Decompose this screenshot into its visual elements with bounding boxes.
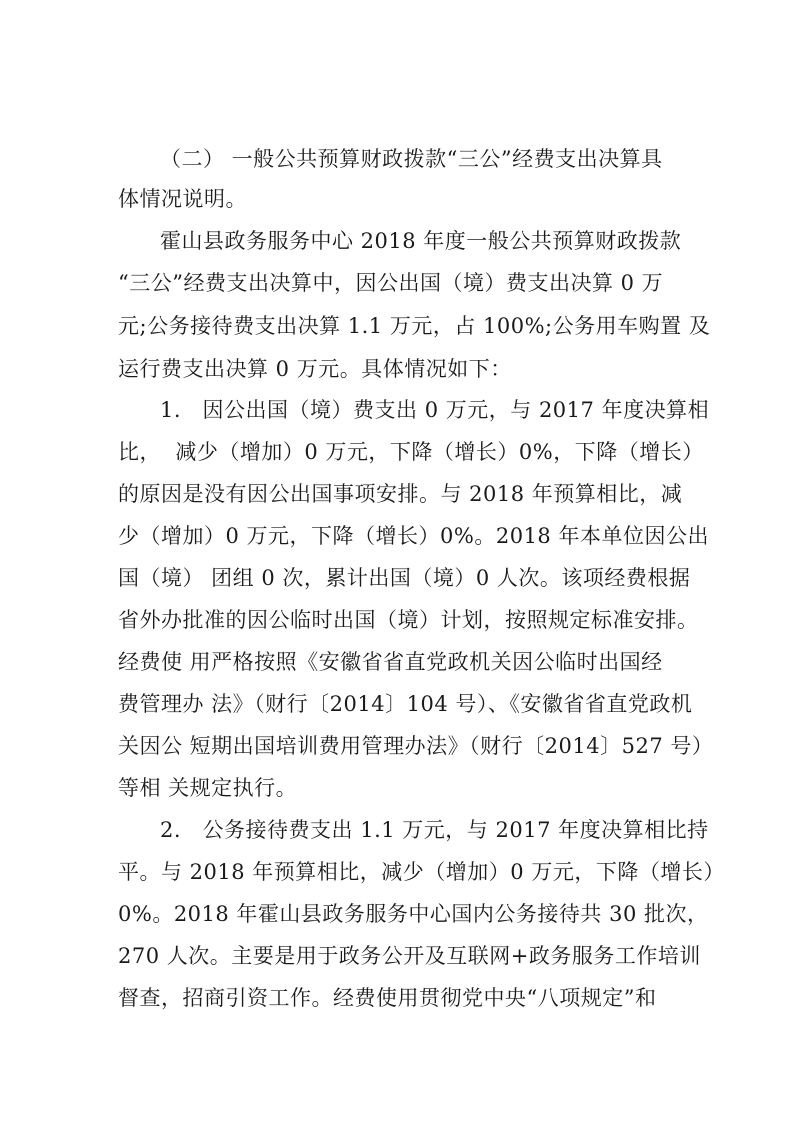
paragraph-line: 经费使 用严格按照《安徽省省直党政机关因公临时出国经 [118, 650, 663, 674]
paragraph-line: 费管理办 法》（财行〔2014〕104 号）、《安徽省省直党政机 [118, 692, 693, 716]
paragraph-line: 运行费支出决算 0 万元。具体情况如下： [118, 357, 512, 381]
paragraph-line: 霍山县政务服务中心 2018 年度一般公共预算财政拨款 [160, 229, 682, 253]
paragraph-line: “三公”经费支出决算中，因公出国（境）费支出决算 0 万 [118, 271, 664, 295]
paragraph-line: 等相 关规定执行。 [118, 776, 298, 800]
paragraph-line: 元;公务接待费支出决算 1.1 万元，占 100%;公务用车购置 及 [118, 314, 711, 338]
paragraph-line: 的原因是没有因公出国事项安排。与 2018 年预算相比，减 [118, 482, 683, 506]
paragraph-line: 比， 减少（增加）0 万元，下降（增长）0%，下降（增长） [118, 440, 704, 464]
paragraph-line: 督查，招商引资工作。经费使用贯彻党中央“八项规定”和 [118, 986, 657, 1010]
paragraph-line: 2. 公务接待费支出 1.1 万元，与 2017 年度决算相比持 [160, 818, 709, 842]
paragraph-line: 0%。2018 年霍山县政务服务中心国内公务接待共 30 批次， [118, 902, 709, 926]
paragraph-line: 270 人次。主要是用于政务公开及互联网+政务服务工作培训 [118, 944, 701, 968]
paragraph-line: 省外办批准的因公临时出国（境）计划，按照规定标准安排。 [118, 608, 699, 632]
paragraph-line: 体情况说明。 [118, 187, 247, 211]
paragraph-line: 1. 因公出国（境）费支出 0 万元，与 2017 年度决算相 [160, 398, 710, 422]
paragraph-line: 国（境） 团组 0 次，累计出国（境）0 人次。该项经费根据 [118, 566, 691, 590]
paragraph-line: 少（增加）0 万元，下降（增长）0%。2018 年本单位因公出 [118, 524, 709, 548]
paragraph-line: （二） 一般公共预算财政拨款“三公”经费支出决算具 [160, 147, 663, 171]
paragraph-line: 关因公 短期出国培训费用管理办法》（财行〔2014〕527 号） [118, 734, 714, 758]
paragraph-line: 平。与 2018 年预算相比，减少（增加）0 万元，下降（增长） [118, 860, 725, 884]
